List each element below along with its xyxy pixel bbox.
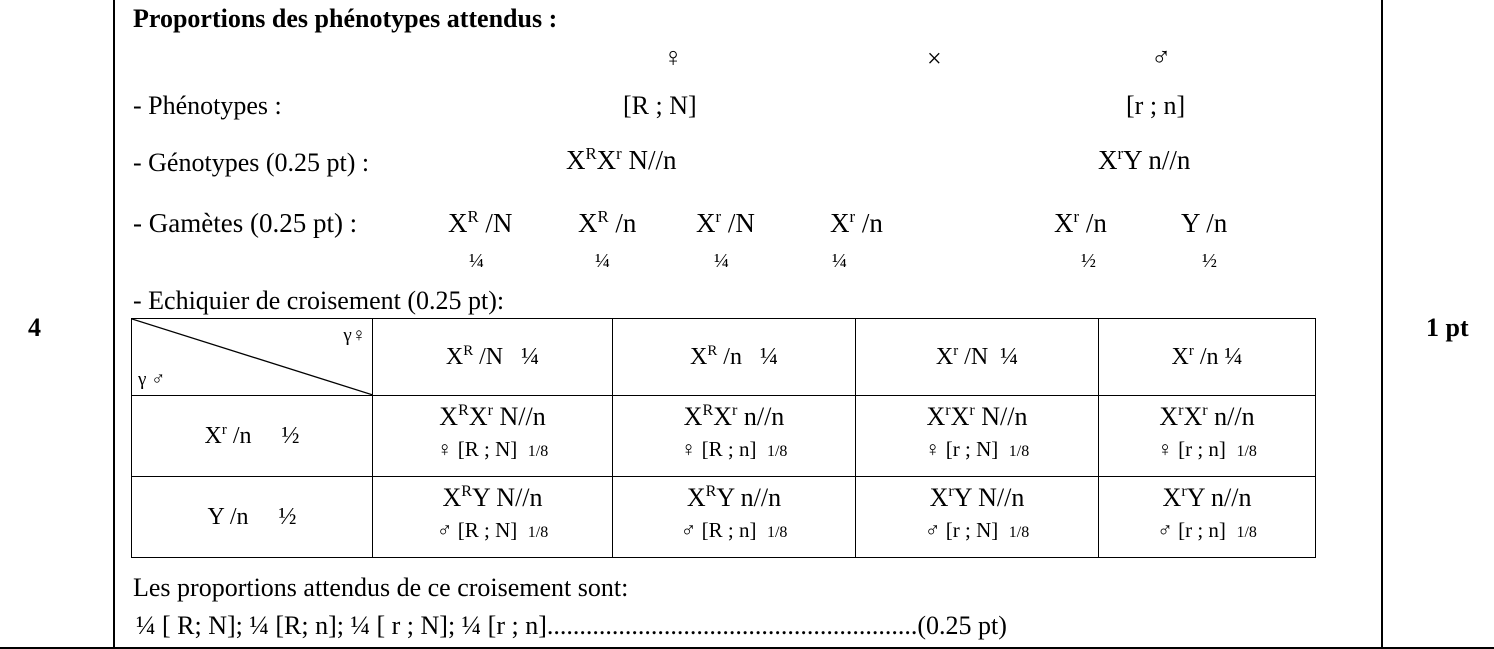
table-cell-2-1: $X^RY$ N//n ♂ [R ; N] 1/8	[373, 477, 613, 558]
phenotypes-label: - Phénotypes :	[133, 91, 282, 120]
table-cell-1-2: $X^RX^r$ n//n ♀ [R ; n] 1/8	[613, 396, 856, 477]
corner-male-gamete-label: γ ♂	[138, 369, 166, 390]
male-symbol: ♂	[1151, 42, 1172, 72]
female-gamete-1: $X^R$ /N	[448, 206, 513, 238]
female-gamete-4: $X^r$ /n	[830, 206, 883, 238]
cross-symbol: ×	[927, 44, 942, 73]
female-gamete-frac-4: ¼	[832, 250, 847, 272]
male-gamete-1: $X^r$ /n	[1054, 206, 1107, 238]
female-genotype: $X^RX^r$ N//n	[566, 143, 677, 175]
male-gamete-frac-1: ½	[1081, 250, 1096, 272]
cross-table	[131, 318, 1316, 558]
col-header-3: $X^r$ /N ¼	[856, 319, 1099, 396]
frame-right-border	[1381, 0, 1383, 649]
table-cell-1-3: $X^rX^r$ N//n ♀ [r ; N] 1/8	[856, 396, 1099, 477]
male-gamete-2: Y /n	[1181, 208, 1228, 238]
female-gamete-frac-3: ¼	[714, 250, 729, 272]
male-gamete-frac-2: ½	[1202, 250, 1217, 272]
female-gamete-frac-1: ¼	[469, 250, 484, 272]
frame-left-border	[113, 0, 115, 649]
genotypes-label: - Génotypes (0.25 pt) :	[133, 148, 370, 177]
table-cell-1-1: $X^RX^r$ N//n ♀ [R ; N] 1/8	[373, 396, 613, 477]
col-header-1: $X^R$ /N ¼	[373, 319, 613, 396]
male-genotype: $X^rY$ n//n	[1098, 143, 1191, 175]
col-header-4: $X^r$ /n ¼	[1099, 319, 1316, 396]
table-cell-2-4: $X^rY$ n//n ♂ [r ; n] 1/8	[1099, 477, 1316, 558]
question-number: 4	[28, 313, 41, 342]
gametes-label: - Gamètes (0.25 pt) :	[133, 208, 358, 238]
echiquier-label: - Echiquier de croisement (0.25 pt):	[133, 286, 505, 315]
conclusion-label: Les proportions attendus de ce croisement sont:	[133, 573, 629, 602]
corner-diagonal	[132, 319, 373, 395]
male-phenotype: [r ; n]	[1126, 91, 1186, 120]
section-title: Proportions des phénotypes attendus :	[133, 4, 558, 33]
female-gamete-2: $X^R$ /n	[578, 206, 637, 238]
row-header-2: Y /n ½	[132, 477, 373, 558]
female-phenotype: [R ; N]	[623, 91, 697, 120]
table-cell-1-4: $X^rX^r$ n//n ♀ [r ; n] 1/8	[1099, 396, 1316, 477]
corner-female-gamete-label: γ♀	[343, 325, 366, 346]
table-cell-2-3: $X^rY$ N//n ♂ [r ; N] 1/8	[856, 477, 1099, 558]
female-gamete-frac-2: ¼	[595, 250, 610, 272]
table-cell-2-2: $X^RY$ n//n ♂ [R ; n] 1/8	[613, 477, 856, 558]
conclusion-proportions: ¼ [ R; N]; ¼ [R; n]; ¼ [ r ; N]; ¼ [r ; n].........................................................(0.25 pt)	[136, 611, 1007, 640]
row-header-1: $X^r$ /n ½	[132, 396, 373, 477]
female-gamete-3: $X^r$ /N	[696, 206, 755, 238]
points-label: 1 pt	[1426, 313, 1469, 342]
col-header-2: $X^R$ /n ¼	[613, 319, 856, 396]
table-corner-cell	[132, 319, 373, 396]
female-symbol: ♀	[663, 42, 684, 72]
